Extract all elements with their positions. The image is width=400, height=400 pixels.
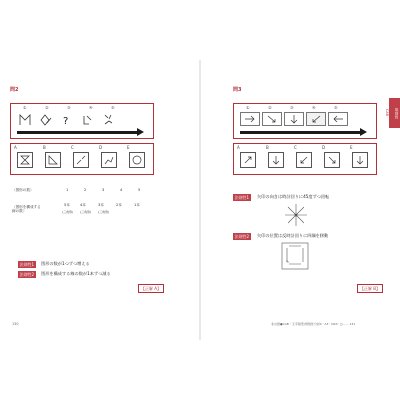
question-mark: ? [63,116,69,127]
count: 3 [102,188,105,192]
option-label: A [14,145,17,150]
figure-1-icon [20,115,30,125]
seq-number: ③ [290,105,294,110]
seq-number: ① [246,105,250,110]
compass-rotation-icon [283,202,309,228]
diagram-label: 〈図形の数〉 [12,188,34,192]
option-label: C [71,145,74,150]
sequence-figures [17,112,147,128]
figure-4-icon [84,116,91,124]
options-panel [233,143,377,175]
figure-5-icon [105,115,112,124]
triangle-icon [47,154,59,166]
option-e[interactable] [129,152,145,168]
zigzag-icon [103,154,115,166]
option-b[interactable] [268,152,284,168]
rule2-tag: 法則性2 [234,233,250,239]
arrow-left-icon [331,114,345,124]
arrow-down-left-icon [298,154,310,166]
option-d[interactable] [101,152,117,168]
option-a[interactable] [17,152,33,168]
seq-cell-question [306,112,326,126]
question-label: 問2 [10,87,19,93]
book-spread [0,60,400,340]
side-tab-secondary: CAB [385,109,389,117]
option-label: B [266,145,269,150]
option-e[interactable] [352,152,368,168]
circle-icon [131,154,143,166]
arrow-bar [240,131,362,134]
option-label: B [43,145,46,150]
count: 1 [66,188,69,192]
seq-number: ② [268,105,272,110]
option-label: E [127,145,130,150]
arrow-down-left-icon [309,114,323,124]
seq-cell [262,112,282,126]
lines-count: 3本 [98,203,104,207]
seq-cell [284,112,304,126]
count: 2 [84,188,87,192]
lines-count: 2本 [116,203,122,207]
question-label: 問3 [233,87,242,93]
lines-count: 5本 [64,203,70,207]
count: 4 [120,188,123,192]
answer-label: 【正解 A】 [138,284,164,293]
question-panel [233,103,377,139]
options-panel [10,143,154,175]
side-tab: 規則性 [389,98,400,128]
seq-number: ③ [67,105,71,110]
lines-count: 1本 [134,203,140,207]
slash-icon [75,154,87,166]
arrow-head-icon [137,128,145,136]
option-label: A [237,145,240,150]
arrow-up-right-icon [242,154,254,166]
lines-note: (三角形) [80,210,92,214]
page-footer: 非言語●CAB・玉手箱型(規則性分析Ⅱ・A3・N03・J)…… 131 [271,322,356,326]
arrow-down-right-icon [326,154,338,166]
option-c[interactable] [296,152,312,168]
arrow-head-icon [360,128,368,136]
rule1-text: 図形の数が1つずつ増える [41,261,90,266]
option-b[interactable] [45,152,61,168]
option-c[interactable] [73,152,89,168]
left-page [0,60,199,340]
option-label: D [322,145,326,150]
answer-label: 【正解 B】 [357,284,383,293]
seq-number: ⑤ [334,105,338,110]
seq-number: ④ [312,105,316,110]
option-label: E [350,145,353,150]
rule1-text: 矢印の向きは時計回りに45度ずつ回転 [257,194,330,199]
option-label: D [99,145,103,150]
rule2-text: 図形を構成する線の数が1本ずつ減る [41,271,111,276]
rule1-tag: 法則性1 [19,261,35,267]
arrow-right-icon [243,114,257,124]
rule2-text: 矢印の位置は反時計回りに四隅を移動 [257,233,329,238]
lines-label: 〈図形を構成する線の数〉 [12,205,41,213]
figure-2-icon [41,115,51,125]
lines-count: 4本 [80,203,86,207]
rule1-tag: 法則性1 [234,194,250,200]
question-panel [10,103,154,139]
count: 5 [138,188,141,192]
hourglass-icon [19,154,31,166]
seq-cell [328,112,348,126]
rule2-tag: 法則性2 [19,271,35,277]
seq-number: ② [45,105,49,110]
seq-number: ⑤ [111,105,115,110]
page-number: 130 [12,322,19,326]
option-d[interactable] [324,152,340,168]
option-a[interactable] [240,152,256,168]
lines-note: (三角形) [98,210,110,214]
seq-cell [240,112,260,126]
corner-cycle-icon [281,242,309,270]
arrow-down-right-icon [265,114,279,124]
arrow-down-icon [270,154,282,166]
option-label: C [294,145,297,150]
arrow-down-icon [354,154,366,166]
lines-note: (三角形) [62,210,74,214]
right-page [201,60,400,340]
arrow-down-icon [287,114,301,124]
seq-number: ① [23,105,27,110]
arrow-bar [17,131,139,134]
seq-number: ④ [89,105,93,110]
